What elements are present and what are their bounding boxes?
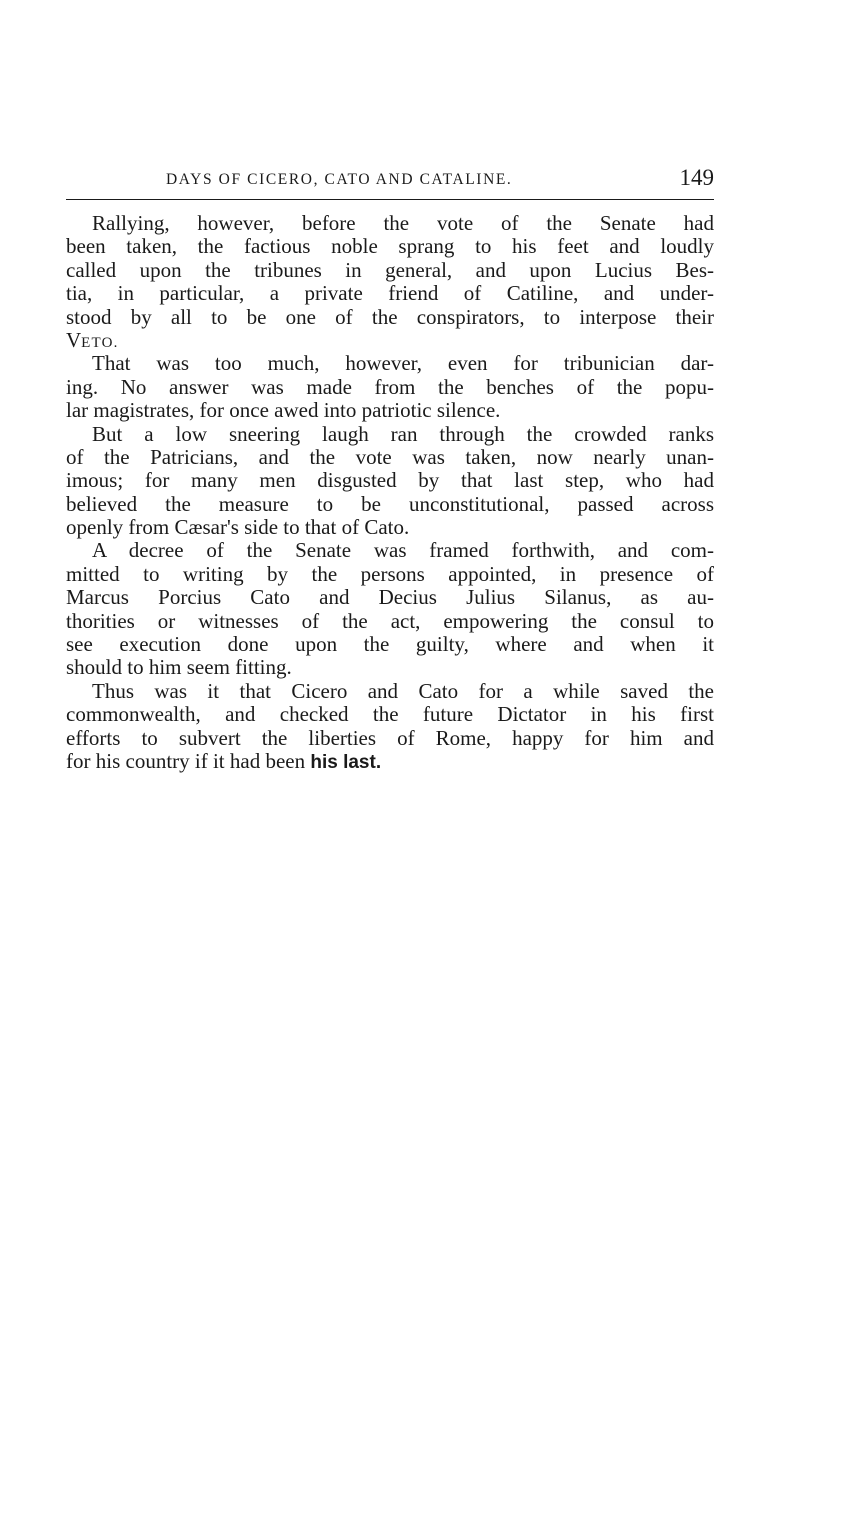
text-line-final <box>66 750 714 773</box>
text-line: been taken, the factious noble sprang to his feet and loudly <box>66 234 714 259</box>
text-line-veto <box>66 329 714 352</box>
text-line: thorities or witnesses of the act, empowering the consul to <box>66 608 714 633</box>
text-line: ing. No answer was made from the benches of the popu- <box>66 374 714 399</box>
text-line: Rallying, however, before the vote of the Senate had <box>92 211 714 235</box>
text-line: That was too much, however, even for tribunician dar- <box>92 351 714 376</box>
text-line: tia, in particular, a private friend of Catiline, and under- <box>66 281 714 306</box>
text-line: of the Patricians, and the vote was taken, now nearly unan- <box>66 444 714 469</box>
text-line: mitted to writing by the persons appointed, in presence of <box>66 561 714 586</box>
text-line: Marcus Porcius Cato and Decius Julius Silanus, as au- <box>66 585 714 610</box>
text-line: A decree of the Senate was framed forthwith, and com- <box>92 538 714 563</box>
final-line-bold: his last. <box>310 751 382 773</box>
text-line: should to him seem fitting. <box>66 655 292 680</box>
running-head <box>66 163 714 195</box>
veto-rest: ETO. <box>81 334 119 351</box>
text-line: Thus was it that Cicero and Cato for a while saved the <box>92 678 714 703</box>
text-line: called upon the tribunes in general, and upon Lucius Bes- <box>66 257 714 282</box>
text-line: efforts to subvert the liberties of Rome, happy for him and <box>66 725 714 750</box>
text-line: But a low sneering laugh ran through the crowded ranks <box>92 421 714 446</box>
body-text <box>66 212 714 773</box>
text-line: believed the measure to be unconstitutional, passed across <box>66 491 714 516</box>
veto-initial: V <box>66 327 82 352</box>
text-line: commonwealth, and checked the future Dictator in his first <box>66 702 714 727</box>
text-line: lar magistrates, for once awed into patriotic silence. <box>66 398 501 423</box>
running-title: DAYS OF CICERO, CATO AND CATALINE. <box>166 171 513 188</box>
text-line: see execution done upon the guilty, where and when it <box>66 632 714 657</box>
header-rule <box>66 199 714 200</box>
text-line: openly from Cæsar's side to that of Cato. <box>66 515 410 540</box>
final-line-text: for his country if it had been <box>66 748 311 773</box>
page-number: 149 <box>679 165 714 190</box>
text-line: imous; for many men disgusted by that last step, who had <box>66 468 714 493</box>
text-line: stood by all to be one of the conspirators, to interpose their <box>66 304 714 329</box>
